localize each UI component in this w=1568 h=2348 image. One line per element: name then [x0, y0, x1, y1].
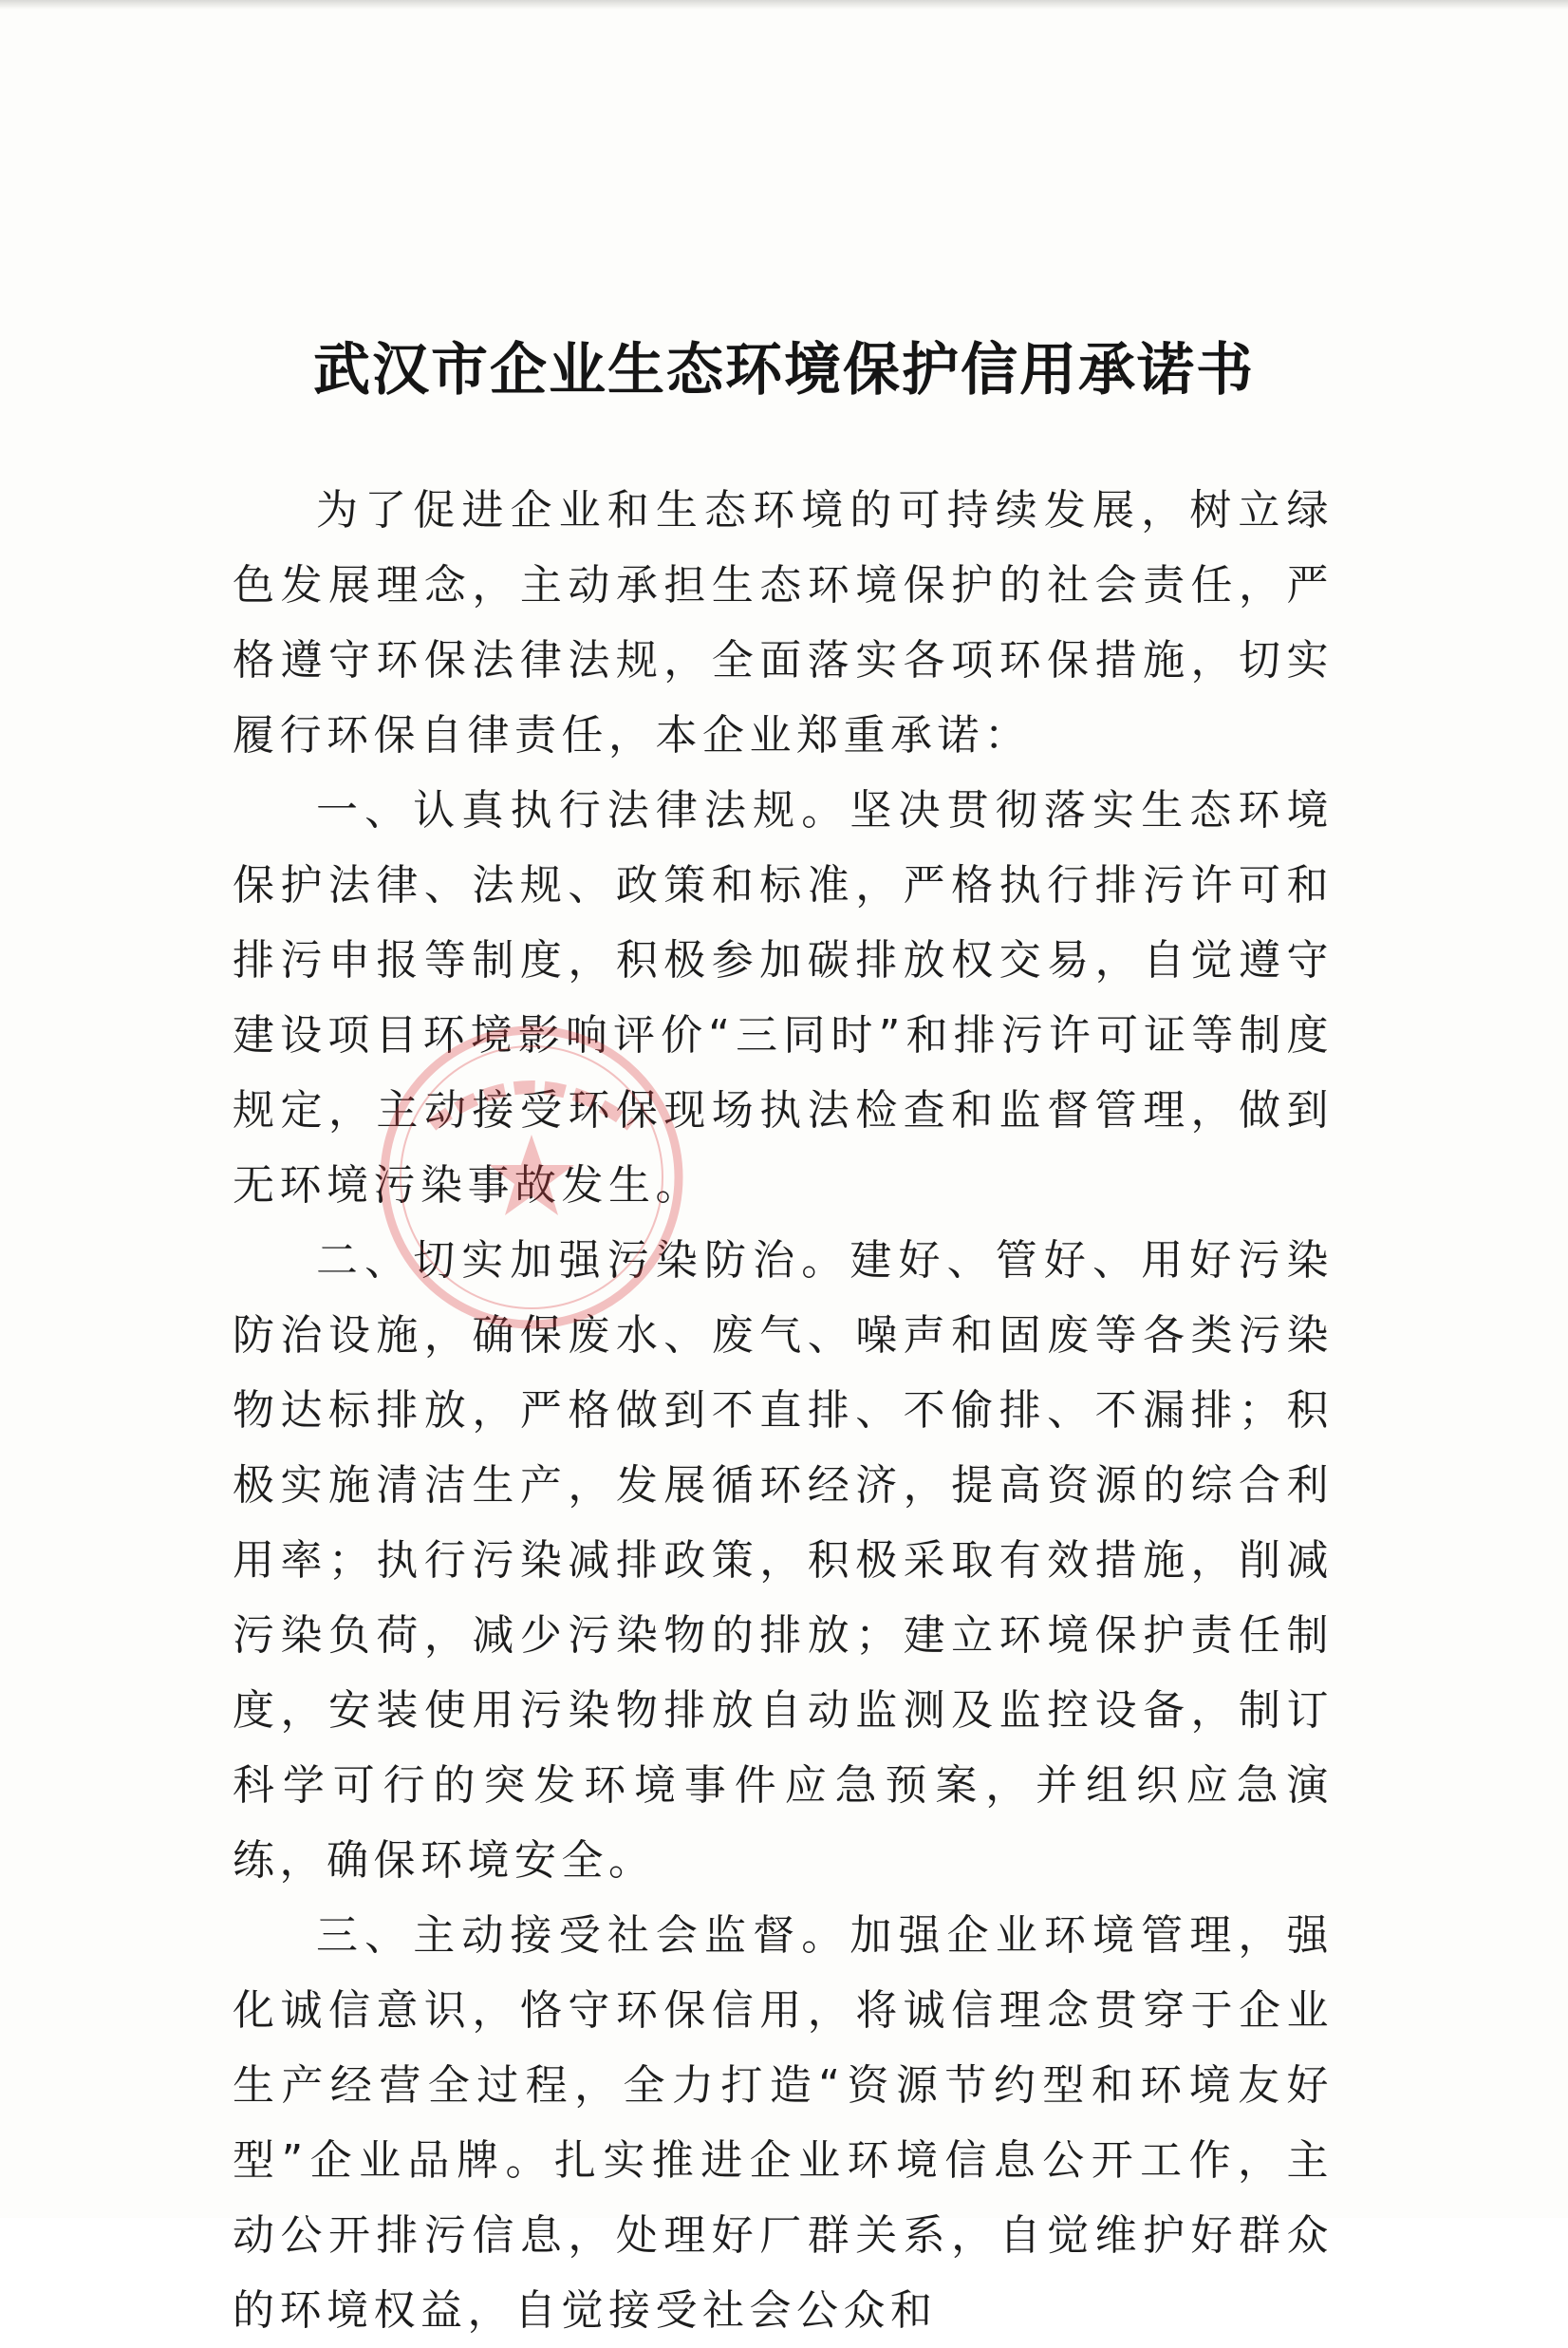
paragraph-intro: 为了促进企业和生态环境的可持续发展，树立绿色发展理念，主动承担生态环境保护的社会责任，严格遵守环保法律法规，全面落实各项环保措施，切实履行环保自律责任，本企业郑重承诺： [233, 486, 1334, 760]
paragraph-1-law-compliance: 一、认真执行法律法规。坚决贯彻落实生态环境保护法律、法规、政策和标准，严格执行排污许可和排污申报等制度，积极参加碳排放权交易，自觉遵守建设项目环境影响评价“三同时”和排污许可证等制度规定，主动接受环保现场执法检查和监督管理，做到无环境污染事故发生。 [233, 786, 1334, 1210]
document-body [233, 473, 1334, 2348]
paragraph-3-social-supervision: 三、主动接受社会监督。加强企业环境管理，强化诚信意识，恪守环保信用，将诚信理念贯穿于企业生产经营全过程，全力打造“资源节约型和环境友好型”企业品牌。扎实推进企业环境信息公开工作，主动公开排污信息，处理好厂群关系，自觉维护好群众的环境权益，自觉接受社会公众和 [233, 1911, 1334, 2335]
paragraph-2-pollution-control: 二、切实加强污染防治。建好、管好、用好污染防治设施，确保废水、废气、噪声和固废等各类污染物达标排放，严格做到不直排、不偷排、不漏排；积极实施清洁生产，发展循环经济，提高资源的综合利用率；执行污染减排政策，积极采取有效措施，削减污染负荷，减少污染物的排放；建立环境保护责任制度，安装使用污染物排放自动监测及监控设备，制订科学可行的突发环境事件应急预案，并组织应急演练，确保环境安全。 [233, 1236, 1334, 1885]
scan-edge [0, 0, 1568, 9]
document-title: 武汉市企业生态环境保护信用承诺书 [313, 337, 1255, 404]
